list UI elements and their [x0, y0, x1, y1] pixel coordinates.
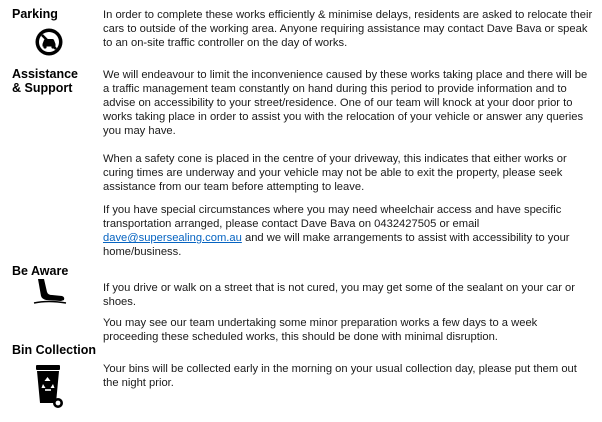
parking-heading: Parking [12, 7, 58, 21]
no-parking-car-icon [34, 27, 64, 57]
assistance-paragraph-2: When a safety cone is placed in the centre of your driveway, this indicates that either works or curing times are underway and your vehicle may not be able to exit the property, please seek assistance from our team before attempting to leave. [103, 153, 567, 194]
email-link[interactable]: dave@supersealing.com.au [103, 232, 242, 245]
bin-collection-heading: Bin Collection [12, 343, 97, 357]
assistance-paragraph-1: We will endeavour to limit the inconvenience caused by these works taking place and there will be a traffic management team constantly on hand during this period to provide information and to advise on accessibility to your street/residence. One of our team will knock at your door prior to works taking place in order to assist you with the relocation of your vehicle or answer any queries you may have. [103, 69, 588, 138]
special-text-after: and we will make arrangements to assist with accessibility to your home/business. [103, 232, 570, 259]
stepping-foot-icon [30, 277, 68, 307]
assistance-heading: Assistance & Support [12, 67, 79, 95]
be-aware-paragraph-2: You may see our team undertaking some minor preparation works a few days to a week proceeding these scheduled works, this should be done with minimal disruption. [103, 317, 538, 344]
recycling-bin-icon [34, 363, 66, 409]
parking-paragraph: In order to complete these works efficiently & minimise delays, residents are asked to relocate their cars to outside of the working area. Anyone requiring assistance may contact Dave Bava or speak to an on-site traffic controller on the day of works. [103, 9, 593, 50]
be-aware-heading: Be Aware [12, 264, 69, 278]
special-circumstances-paragraph [103, 203, 595, 259]
bin-collection-paragraph: Your bins will be collected early in the morning on your usual collection day, please put them out the night prior. [103, 363, 577, 390]
special-text-before: If you have special circumstances where you may need wheelchair access and have specific transportation arranged, please contact Dave Bava on 0432427505 or email [103, 204, 562, 231]
be-aware-paragraph-1: If you drive or walk on a street that is not cured, you may get some of the sealant on your car or shoes. [103, 282, 575, 309]
